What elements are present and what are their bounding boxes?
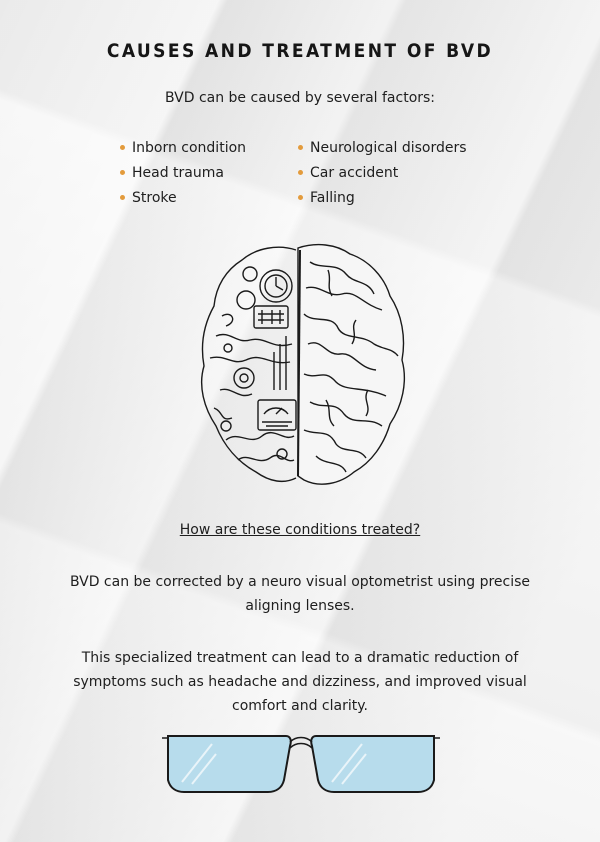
- bullet-icon: [298, 170, 303, 175]
- cause-label: Car accident: [310, 164, 399, 181]
- bullet-icon: [120, 145, 125, 150]
- bullet-icon: [298, 195, 303, 200]
- causes-list: [120, 138, 500, 207]
- list-item: [298, 163, 498, 182]
- question-link: How are these conditions treated?: [179, 522, 421, 538]
- list-item: [298, 188, 498, 207]
- bullet-icon: [120, 195, 125, 200]
- list-item: [120, 163, 298, 182]
- list-item: [120, 138, 298, 157]
- list-item: [298, 138, 498, 157]
- treatment-paragraph: BVD can be corrected by a neuro visual optometrist using precise aligning lenses.: [69, 574, 531, 614]
- cause-label: Stroke: [132, 189, 177, 206]
- page-title: CAUSES AND TREATMENT OF BVD: [106, 40, 494, 62]
- benefits-paragraph: This specialized treatment can lead to a dramatic reduction of symptoms such as headache and dizziness, and improved visual comfort and clarity.: [73, 650, 527, 714]
- eyeglasses-illustration: [160, 726, 442, 798]
- intro-text: BVD can be caused by several factors:: [164, 90, 436, 106]
- brain-illustration: [186, 240, 408, 492]
- list-item: [120, 188, 298, 207]
- cause-label: Head trauma: [132, 164, 224, 181]
- cause-label: Falling: [310, 189, 355, 206]
- bullet-icon: [298, 145, 303, 150]
- bullet-icon: [120, 170, 125, 175]
- cause-label: Neurological disorders: [310, 139, 467, 156]
- cause-label: Inborn condition: [132, 139, 247, 156]
